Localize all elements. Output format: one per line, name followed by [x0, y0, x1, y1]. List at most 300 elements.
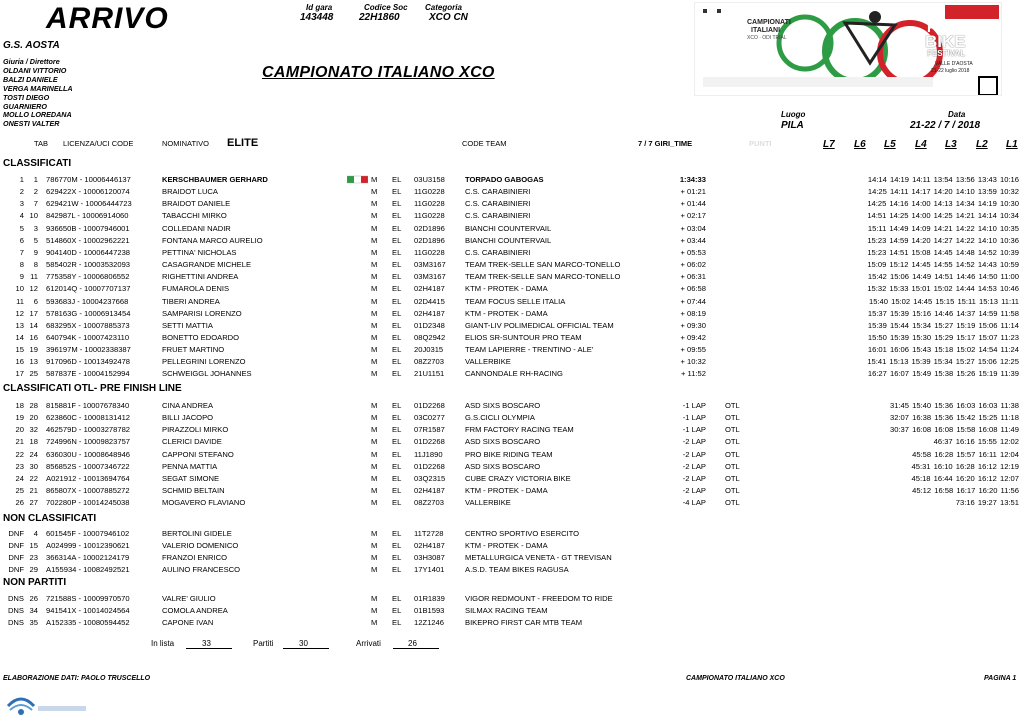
cell-cat: EL	[392, 175, 402, 184]
cell-tab: 30	[29, 461, 38, 471]
cell-time: -2 LAP	[682, 437, 706, 447]
cell-sex: M	[371, 308, 378, 318]
lap-header-l6: L6	[854, 139, 866, 150]
cell-name: FRANZOI ENRICO	[162, 553, 227, 563]
cell-name: BONETTO EDOARDO	[162, 332, 240, 342]
cell-pos: 5	[19, 223, 24, 233]
cell-time: + 10:32	[680, 357, 706, 367]
cell-lic: 636030U - 10008648946	[46, 449, 131, 459]
table-row	[0, 552, 1024, 564]
cell-tab: 3	[33, 223, 38, 233]
cell-sex: M	[371, 332, 378, 342]
cell-time: + 07:44	[680, 296, 706, 306]
cell-pos: 26	[15, 498, 24, 508]
logo-line1: CAMPIONATI	[747, 19, 791, 26]
cell-pos: DNF	[8, 541, 24, 551]
cell-tab: 1	[33, 175, 38, 184]
cell-name: COLLEDANI NADIR	[162, 223, 231, 233]
cell-sex: M	[371, 618, 378, 628]
cell-tab: 12	[29, 284, 38, 294]
cell-code: 01D2268	[414, 437, 445, 447]
cell-cat: EL	[392, 260, 402, 270]
cell-code: 11G0228	[414, 211, 445, 221]
cell-team: VIGOR REDMOUNT - FREEDOM TO RIDE	[465, 594, 613, 603]
cell-sex: M	[371, 498, 378, 508]
cell-tab: 17	[29, 308, 38, 318]
cell-sex: M	[371, 223, 378, 233]
cell-name: VALERIO DOMENICO	[162, 541, 239, 551]
in-lista-value: 33	[202, 639, 211, 648]
id-gara-value: 143448	[300, 12, 334, 23]
cell-name: FUMAROLA DENIS	[162, 284, 230, 294]
cell-lic: 514860X - 10002962221	[46, 235, 130, 245]
cell-name: CINA ANDREA	[162, 401, 214, 410]
cell-cat: EL	[392, 199, 402, 209]
cell-pos: 25	[15, 486, 24, 496]
club-name: G.S. AOSTA	[3, 40, 60, 51]
data-label: Data	[948, 110, 966, 119]
cell-team: G.S.CICLI OLYMPIA	[465, 413, 535, 423]
table-row	[0, 320, 1024, 332]
cell-laps: 15:23 14:59 14:20 14:27 14:22 14:10 10:36	[867, 235, 1019, 245]
table-row	[0, 174, 1024, 186]
cell-lic: A155934 - 10082492521	[46, 565, 130, 575]
section-dnf-title: NON CLASSIFICATI	[3, 513, 97, 524]
cell-pos: 17	[15, 369, 24, 379]
jury-member: ONESTI VALTER	[3, 119, 60, 129]
partiti-label: Partiti	[253, 639, 274, 648]
table-row	[0, 485, 1024, 497]
cell-lic: 941541X - 10014024564	[46, 606, 130, 616]
cell-pos: DNS	[7, 606, 24, 616]
table-row	[0, 308, 1024, 320]
cell-time: + 05:53	[680, 247, 706, 257]
cell-time: -2 LAP	[682, 486, 706, 496]
cell-laps: 15:40 15:02 14:45 15:15 15:11 15:13 11:11	[869, 296, 1019, 306]
cell-sex: M	[371, 357, 378, 367]
cell-lic: 815881F - 10007678340	[46, 401, 130, 410]
cell-name: TABACCHI MIRKO	[162, 211, 227, 221]
cell-tab: 6	[33, 296, 38, 306]
cell-lic: 629421W - 10006444723	[46, 199, 132, 209]
cell-cat: EL	[392, 211, 402, 221]
cell-code: 03H3087	[414, 553, 445, 563]
cell-code: 03M3167	[414, 272, 446, 282]
cell-lic: 917096D - 10013492478	[46, 357, 131, 367]
cell-code: 17Y1401	[414, 565, 445, 575]
cell-code: 12Z1246	[414, 618, 444, 628]
cell-name: MOGAVERO FLAVIANO	[162, 498, 246, 508]
cell-sex: M	[371, 401, 378, 410]
cell-team: TEAM TREK-SELLE SAN MARCO-TONELLO	[465, 272, 621, 282]
cell-lic: 640794K - 10007423110	[46, 332, 130, 342]
cell-code: 02H4187	[414, 486, 445, 496]
cell-pos: 10	[15, 284, 24, 294]
cell-name: PETTINA' NICHOLAS	[162, 247, 237, 257]
cell-laps: 14:25 14:11 14:17 14:20 14:10 13:59 10:32	[867, 187, 1019, 197]
cell-name: AULINO FRANCESCO	[162, 565, 241, 575]
cell-pos: 14	[15, 332, 24, 342]
cell-pos: 24	[15, 473, 24, 483]
cell-sex: M	[371, 284, 378, 294]
cell-time: + 11:52	[681, 369, 706, 379]
cell-cat: EL	[392, 541, 402, 551]
cell-name: BRAIDOT LUCA	[162, 187, 218, 197]
cell-team: KTM - PROTEK - DAMA	[465, 284, 548, 294]
cell-laps: 15:50 15:39 15:30 15:29 15:17 15:07 11:23	[867, 332, 1019, 342]
cell-code: 03U3158	[414, 175, 445, 184]
timing-logo-icon	[6, 692, 36, 718]
table-row	[0, 528, 1024, 540]
table-row	[0, 424, 1024, 436]
cell-status: OTL	[725, 498, 740, 508]
cell-tab: 24	[29, 449, 38, 459]
partiti-value: 30	[299, 639, 308, 648]
cell-code: 02D1896	[414, 235, 445, 245]
cell-lic: 936650B - 10007946001	[46, 223, 130, 233]
cell-lic: A152335 - 10080594452	[46, 618, 130, 628]
cell-team: C.S. CARABINIERI	[465, 211, 531, 221]
cell-lic: 585402R - 10003532093	[46, 260, 131, 270]
luogo-label: Luogo	[781, 110, 806, 119]
cell-name: SCHWEIGGL JOHANNES	[162, 369, 252, 379]
cell-team: ASD SIXS BOSCARO	[465, 437, 541, 447]
cell-cat: EL	[392, 401, 402, 410]
cell-pos: 20	[15, 425, 24, 435]
table-row	[0, 223, 1024, 235]
cell-laps: 15:23 14:51 15:08 14:45 14:48 14:52 10:39	[867, 247, 1019, 257]
page-title: ARRIVO	[46, 2, 169, 35]
cell-code: 11G0228	[414, 247, 445, 257]
cell-lic: 775358Y - 10006806552	[46, 272, 130, 282]
cell-team: VALLERBIKE	[465, 357, 511, 367]
cell-team: C.S. CARABINIERI	[465, 247, 531, 257]
arrivati-underline	[393, 648, 439, 649]
footer-page: PAGINA 1	[984, 675, 1017, 682]
cell-name: CLERICI DAVIDE	[162, 437, 222, 447]
cell-sex: M	[371, 413, 378, 423]
cell-cat: EL	[392, 369, 402, 379]
cell-team: C.S. CARABINIERI	[465, 199, 531, 209]
cell-code: 01D2348	[414, 320, 445, 330]
cell-sex: M	[371, 320, 378, 330]
logo-dates: 21-22 luglio 2018	[931, 68, 970, 74]
cell-pos: 2	[19, 187, 24, 197]
cell-laps: 30:37 16:08 16:08 15:58 16:08 11:49	[889, 425, 1019, 435]
cell-pos: 15	[15, 345, 24, 355]
partiti-underline	[283, 648, 329, 649]
cell-laps: 14:51 14:25 14:00 14:25 14:21 14:14 10:34	[867, 211, 1019, 221]
cell-code: 01D2268	[414, 401, 445, 410]
cell-tab: 9	[33, 247, 38, 257]
table-row	[0, 497, 1024, 509]
cell-time: -2 LAP	[682, 449, 706, 459]
cell-name: CASAGRANDE MICHELE	[162, 260, 252, 270]
cell-status: OTL	[725, 425, 740, 435]
cell-time: -1 LAP	[682, 425, 706, 435]
cell-name: PELLEGRINI LORENZO	[162, 357, 246, 367]
cell-status: OTL	[725, 449, 740, 459]
cell-team: BIANCHI COUNTERVAIL	[465, 235, 552, 245]
footer-credits: ELABORAZIONE DATI: PAOLO TRUSCELLO	[3, 675, 151, 682]
cell-laps: 15:11 14:49 14:09 14:21 14:22 14:10 10:35	[867, 223, 1019, 233]
table-row	[0, 198, 1024, 210]
cell-lic: 683295X - 10007885373	[46, 320, 130, 330]
cell-tab: 35	[29, 618, 38, 628]
cell-pos: 23	[15, 461, 24, 471]
cell-code: 02H4187	[414, 541, 445, 551]
cell-cat: EL	[392, 618, 402, 628]
cell-team: TORPADO GABOGAS	[465, 175, 544, 184]
cell-laps: 15:41 15:13 15:39 15:34 15:27 15:06 12:25	[867, 357, 1019, 367]
cell-team: SILMAX RACING TEAM	[465, 606, 548, 616]
table-row	[0, 564, 1024, 576]
cell-code: 01D2268	[414, 461, 445, 471]
cell-cat: EL	[392, 247, 402, 257]
cell-pos: 11	[16, 296, 24, 306]
cell-time: + 09:42	[680, 332, 706, 342]
cell-time: -4 LAP	[682, 498, 706, 508]
cell-name: KERSCHBAUMER GERHARD	[162, 175, 268, 184]
cell-tab: 32	[29, 425, 38, 435]
cell-code: 11G0228	[414, 199, 445, 209]
cell-pos: 9	[19, 272, 24, 282]
cell-sex: M	[371, 345, 378, 355]
in-lista-label: In lista	[151, 639, 175, 648]
cell-laps: 73:16 19:27 13:51	[955, 498, 1019, 508]
cell-tab: 10	[29, 211, 38, 221]
jury-list	[3, 58, 73, 129]
cell-sex: M	[371, 175, 378, 184]
cell-sex: M	[371, 425, 378, 435]
section-otl-title: CLASSIFICATI OTL- PRE FINISH LINE	[3, 383, 182, 394]
cell-lic: 856852S - 10007346722	[46, 461, 130, 471]
logo-brand-festival: FESTIVAL	[927, 49, 966, 58]
cell-team: KTM - PROTEK - DAMA	[465, 486, 548, 496]
cell-time: + 08:19	[680, 308, 706, 318]
cell-cat: EL	[392, 553, 402, 563]
cell-tab: 26	[29, 594, 38, 603]
cell-cat: EL	[392, 272, 402, 282]
cell-time: + 01:44	[680, 199, 706, 209]
in-lista-underline	[186, 648, 232, 649]
cell-pos: DNF	[8, 553, 24, 563]
cell-name: SEGAT SIMONE	[162, 473, 220, 483]
cell-team: VALLERBIKE	[465, 498, 511, 508]
cell-cat: EL	[392, 461, 402, 471]
table-row	[0, 593, 1024, 605]
cell-time: + 01:21	[680, 187, 706, 197]
cell-sex: M	[371, 211, 378, 221]
cell-time: + 02:17	[680, 211, 706, 221]
cell-cat: EL	[392, 594, 402, 603]
cell-team: C.S. CARABINIERI	[465, 187, 531, 197]
table-row	[0, 259, 1024, 271]
logo-line3: XCO · ODI TRIAL	[747, 35, 787, 41]
cell-tab: 11	[30, 272, 38, 282]
cell-code: 01B1593	[414, 606, 445, 616]
cell-cat: EL	[392, 308, 402, 318]
lap-header-l5: L5	[884, 139, 896, 150]
cell-lic: 366314A - 10002124179	[46, 553, 130, 563]
table-row	[0, 210, 1024, 222]
table-row	[0, 344, 1024, 356]
jury-member: OLDANI VITTORIO	[3, 65, 67, 75]
cell-cat: EL	[392, 473, 402, 483]
jury-member: TOSTI DIEGO	[3, 92, 50, 102]
cell-tab: 28	[29, 401, 38, 410]
logo-place: VALLE D'AOSTA	[935, 61, 973, 67]
cell-name: SAMPARISI LORENZO	[162, 308, 242, 318]
cell-cat: EL	[392, 486, 402, 496]
cell-sex: M	[371, 369, 378, 379]
footer-event: CAMPIONATO ITALIANO XCO	[686, 675, 785, 682]
cell-status: OTL	[725, 486, 740, 496]
cell-laps: 45:58 16:28 15:57 16:11 12:04	[912, 449, 1019, 459]
cell-laps: 16:27 16:07 15:49 15:38 15:26 15:19 11:39	[867, 369, 1019, 379]
cell-team: FRM FACTORY RACING TEAM	[465, 425, 574, 435]
cell-team: ASD SIXS BOSCARO	[465, 401, 541, 410]
cell-lic: 587837E - 10004152994	[46, 369, 130, 379]
cell-laps: 15:32 15:33 15:01 15:02 14:44 14:53 10:46	[867, 284, 1019, 294]
col-name-header: NOMINATIVO	[162, 139, 209, 148]
jury-member: VERGA MARINELLA	[3, 83, 73, 93]
table-row	[0, 605, 1024, 617]
cell-pos: 19	[15, 413, 24, 423]
cell-lic: 396197M - 10002338387	[46, 345, 131, 355]
cell-tab: 8	[33, 260, 38, 270]
cell-time: + 06:31	[680, 272, 706, 282]
table-row	[0, 332, 1024, 344]
cell-sex: M	[371, 473, 378, 483]
cell-team: TEAM FOCUS SELLE ITALIA	[465, 296, 566, 306]
cell-name: CAPONE IVAN	[162, 618, 214, 628]
cell-lic: A024999 - 10012390621	[46, 541, 130, 551]
cell-pos: DNS	[7, 594, 24, 603]
cell-team: A.S.D. TEAM BIKES RAGUSA	[465, 565, 569, 575]
cell-status: OTL	[725, 473, 740, 483]
table-row	[0, 296, 1024, 308]
cell-cat: EL	[392, 235, 402, 245]
lap-header-l2: L2	[976, 139, 988, 150]
cell-code: 08Z2703	[414, 498, 444, 508]
cell-time: 1:34:33	[679, 175, 706, 184]
cell-tab: 27	[29, 498, 38, 508]
cell-team: CENTRO SPORTIVO ESERCITO	[465, 529, 580, 538]
cell-cat: EL	[392, 296, 402, 306]
cell-laps: 46:37 16:16 15:55 12:02	[933, 437, 1019, 447]
cell-time: -1 LAP	[682, 413, 706, 423]
cell-laps: 31:45 15:40 15:36 16:03 16:03 11:38	[889, 401, 1019, 410]
cell-tab: 4	[33, 529, 38, 538]
cell-name: FRUET MARTINO	[162, 345, 225, 355]
cell-tab: 7	[33, 199, 38, 209]
col-tab-header: TAB	[34, 139, 49, 148]
cell-laps: 32:07 16:38 15:36 15:42 15:25 11:18	[889, 413, 1019, 423]
logo-brand-pila: PILA	[927, 19, 959, 35]
table-row	[0, 473, 1024, 485]
cell-laps: 14:25 14:16 14:00 14:13 14:34 14:19 10:30	[867, 199, 1019, 209]
lap-header-l1: L1	[1006, 139, 1018, 150]
cell-status: OTL	[725, 401, 740, 410]
cell-lic: A021912 - 10013694764	[46, 473, 130, 483]
id-gara-label: Id gara	[306, 3, 333, 12]
cell-team: KTM - PROTEK - DAMA	[465, 541, 548, 551]
section-classified-title: CLASSIFICATI	[3, 158, 72, 169]
table-row	[0, 283, 1024, 295]
jury-member: MOLLO LOREDANA	[3, 110, 72, 120]
table-row	[0, 247, 1024, 259]
cell-name: SCHMID BELTAIN	[162, 486, 225, 496]
data-value: 21-22 / 7 / 2018	[910, 120, 981, 131]
lap-header-l3: L3	[945, 139, 957, 150]
cell-code: 08Z2703	[414, 357, 444, 367]
cell-pos: DNF	[8, 565, 24, 575]
col-giri-header: 7 / 7 GIRI_TIME	[638, 139, 693, 148]
cell-laps: 16:01 16:06 15:43 15:18 15:02 14:54 11:24	[867, 345, 1019, 355]
event-logo	[694, 2, 1002, 96]
cell-tab: 25	[29, 369, 38, 379]
arrivati-value: 26	[408, 639, 417, 648]
jury-member: GUARNIERO	[3, 101, 47, 111]
logo-brand-bike: BIKE	[925, 32, 966, 51]
cell-code: 03Q2315	[414, 473, 446, 483]
cell-name: PENNA MATTIA	[162, 461, 218, 471]
cell-pos: 21	[15, 437, 24, 447]
cell-time: + 06:02	[680, 260, 706, 270]
cell-laps: 14:14 14:19 14:11 13:54 13:56 13:43 10:16	[867, 175, 1019, 184]
cell-laps: 15:09 15:12 14:45 14:55 14:52 14:43 10:59	[867, 260, 1019, 270]
cell-pos: 8	[19, 260, 24, 270]
championship-title: CAMPIONATO ITALIANO XCO	[262, 64, 495, 81]
cell-name: TIBERI ANDREA	[162, 296, 220, 306]
cell-tab: 29	[29, 565, 38, 575]
cell-sex: M	[371, 541, 378, 551]
cell-tab: 14	[29, 320, 38, 330]
cell-pos: DNF	[8, 529, 24, 538]
cell-cat: EL	[392, 357, 402, 367]
cell-time: + 06:58	[680, 284, 706, 294]
cell-lic: 612014Q - 10007707137	[46, 284, 131, 294]
cell-lic: 721588S - 10009970570	[46, 594, 130, 603]
cell-sex: M	[371, 449, 378, 459]
col-team-header: CODE TEAM	[462, 139, 507, 148]
cell-name: VALRE' GIULIO	[162, 594, 216, 603]
cell-lic: 462579D - 10003278782	[46, 425, 131, 435]
cell-pos: 3	[19, 199, 24, 209]
table-row	[0, 186, 1024, 198]
cell-name: RIGHETTINI ANDREA	[162, 272, 239, 282]
cell-sex: M	[371, 606, 378, 616]
lap-header-l4: L4	[915, 139, 927, 150]
cell-code: 02H4187	[414, 308, 445, 318]
cell-cat: EL	[392, 320, 402, 330]
cell-cat: EL	[392, 332, 402, 342]
cell-code: 08Q2942	[414, 332, 446, 342]
cell-sex: M	[371, 247, 378, 257]
cell-tab: 18	[29, 437, 38, 447]
cell-team: BIANCHI COUNTERVAIL	[465, 223, 552, 233]
cell-lic: 904140D - 10006447238	[46, 247, 131, 257]
cell-tab: 16	[29, 332, 38, 342]
cell-name: BERTOLINI GIDELE	[162, 529, 232, 538]
cell-code: 03C0277	[414, 413, 445, 423]
cell-sex: M	[371, 235, 378, 245]
cell-code: 21U1151	[414, 369, 445, 379]
cell-laps: 45:12 16:58 16:17 16:20 11:56	[912, 486, 1019, 496]
cell-lic: 842987L - 10006914060	[46, 211, 129, 221]
logo-line2: ITALIANI	[751, 27, 781, 34]
